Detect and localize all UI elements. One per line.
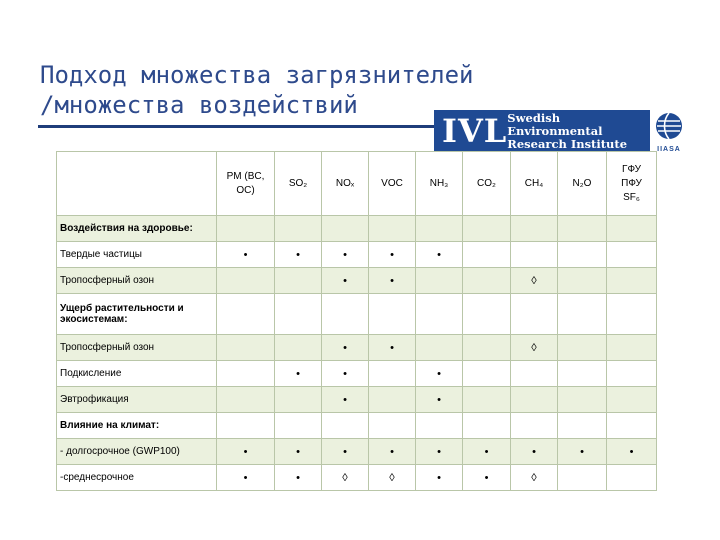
column-header-line: CH₄	[524, 177, 544, 189]
column-header	[416, 152, 463, 216]
table-row	[57, 439, 657, 465]
matrix-cell	[558, 361, 607, 387]
matrix-cell	[463, 387, 511, 413]
matrix-cell	[275, 387, 322, 413]
matrix-cell	[217, 361, 275, 387]
matrix-cell	[416, 413, 463, 439]
column-header-line: ГФУ	[622, 163, 641, 175]
matrix-cell: •	[463, 439, 511, 465]
column-header-line: N₂O	[572, 177, 592, 189]
table-row	[57, 268, 657, 294]
ivl-logo	[434, 110, 650, 152]
matrix-cell: •	[416, 387, 463, 413]
matrix-cell: ◊	[511, 268, 558, 294]
matrix-cell	[416, 335, 463, 361]
column-header-line: OC)	[236, 184, 255, 196]
matrix-cell: •	[416, 242, 463, 268]
section-row	[57, 413, 657, 439]
pollutant-impact-matrix	[56, 151, 657, 491]
row-label: Воздействия на здоровье:	[57, 216, 217, 242]
section-row	[57, 216, 657, 242]
matrix-cell	[558, 268, 607, 294]
column-header-line: SF₆	[623, 191, 640, 203]
table-row	[57, 242, 657, 268]
iiasa-logo	[654, 110, 684, 158]
matrix-cell: •	[322, 361, 369, 387]
matrix-cell	[511, 216, 558, 242]
matrix-cell: •	[369, 439, 416, 465]
column-header	[275, 152, 322, 216]
matrix-cell	[275, 335, 322, 361]
matrix-cell	[463, 361, 511, 387]
matrix-cell	[369, 361, 416, 387]
matrix-cell	[511, 387, 558, 413]
matrix-cell	[607, 465, 657, 491]
matrix-cell: ◊	[511, 335, 558, 361]
matrix-cell	[558, 294, 607, 335]
matrix-cell	[463, 216, 511, 242]
header-row	[57, 152, 657, 216]
column-header-line: CO₂	[477, 177, 496, 189]
ivl-logo-line-1: Swedish Environmental	[507, 110, 603, 138]
matrix-cell: ◊	[322, 465, 369, 491]
row-label: Эвтрофикация	[57, 387, 217, 413]
matrix-cell	[463, 268, 511, 294]
table-row	[57, 387, 657, 413]
column-header-line: NOₓ	[335, 177, 355, 189]
matrix-cell: •	[322, 268, 369, 294]
matrix-cell	[322, 216, 369, 242]
matrix-cell	[558, 216, 607, 242]
column-header	[607, 152, 657, 216]
matrix-cell	[463, 294, 511, 335]
matrix-cell	[217, 335, 275, 361]
row-label: Влияние на климат:	[57, 413, 217, 439]
matrix-cell	[463, 242, 511, 268]
matrix-cell: •	[322, 242, 369, 268]
table-row	[57, 361, 657, 387]
matrix-cell: •	[463, 465, 511, 491]
matrix-cell	[607, 216, 657, 242]
matrix-cell: •	[217, 439, 275, 465]
column-header	[322, 152, 369, 216]
matrix-cell	[558, 387, 607, 413]
matrix-cell	[217, 294, 275, 335]
matrix-cell	[511, 294, 558, 335]
matrix-cell	[607, 242, 657, 268]
matrix-cell: •	[275, 242, 322, 268]
matrix-cell	[416, 268, 463, 294]
slide-title-line-2: /множества воздействий	[40, 91, 358, 119]
matrix-cell	[369, 387, 416, 413]
slide-title-line-1: Подход множества загрязнителей	[40, 61, 474, 89]
matrix-cell: ◊	[511, 465, 558, 491]
matrix-cell	[463, 413, 511, 439]
column-header-line: VOC	[381, 177, 403, 189]
row-label: Подкисление	[57, 361, 217, 387]
column-header-line: SO₂	[288, 177, 308, 189]
globe-icon	[654, 110, 684, 144]
matrix-cell	[322, 294, 369, 335]
matrix-cell: •	[416, 361, 463, 387]
matrix-cell	[607, 335, 657, 361]
column-header	[369, 152, 416, 216]
ivl-logo-line-2: Research Institute	[507, 136, 628, 151]
header-corner-cell	[57, 152, 217, 216]
matrix-cell: •	[607, 439, 657, 465]
row-label: Тропосферный озон	[57, 268, 217, 294]
matrix-cell: •	[275, 465, 322, 491]
matrix-cell: •	[322, 439, 369, 465]
iiasa-logo-text: IIASA	[657, 146, 681, 153]
row-label: - долгосрочное (GWP100)	[57, 439, 217, 465]
matrix-cell	[275, 268, 322, 294]
table-row	[57, 335, 657, 361]
matrix-cell	[558, 242, 607, 268]
matrix-cell	[369, 216, 416, 242]
column-header	[463, 152, 511, 216]
column-header	[511, 152, 558, 216]
row-label: Ущерб растительности и экосистемам:	[57, 294, 217, 335]
matrix-cell: •	[217, 465, 275, 491]
matrix-cell	[217, 387, 275, 413]
matrix-cell	[217, 413, 275, 439]
matrix-cell: •	[275, 439, 322, 465]
matrix-cell: •	[369, 242, 416, 268]
matrix-cell	[217, 216, 275, 242]
row-label: Твердые частицы	[57, 242, 217, 268]
matrix-cell: •	[322, 335, 369, 361]
matrix-cell	[275, 216, 322, 242]
matrix-cell	[607, 294, 657, 335]
matrix-cell	[607, 413, 657, 439]
column-header	[217, 152, 275, 216]
matrix-cell: •	[322, 387, 369, 413]
matrix-cell	[217, 268, 275, 294]
matrix-cell: •	[416, 439, 463, 465]
matrix-cell: •	[369, 335, 416, 361]
matrix-cell	[607, 387, 657, 413]
matrix-cell	[369, 294, 416, 335]
row-label: Тропосферный озон	[57, 335, 217, 361]
matrix-cell	[511, 413, 558, 439]
matrix-cell	[511, 361, 558, 387]
matrix-cell: •	[369, 268, 416, 294]
ivl-logo-text	[507, 112, 650, 151]
section-row	[57, 294, 657, 335]
matrix-cell: •	[511, 439, 558, 465]
column-header-line: ПФУ	[621, 177, 642, 189]
matrix-cell: •	[558, 439, 607, 465]
matrix-cell	[511, 242, 558, 268]
column-header	[558, 152, 607, 216]
column-header-line: NH₃	[429, 177, 449, 189]
matrix-cell	[275, 413, 322, 439]
ivl-logo-mark: IVL	[442, 112, 508, 150]
matrix-cell	[558, 413, 607, 439]
matrix-cell	[275, 294, 322, 335]
matrix-cell: •	[416, 465, 463, 491]
matrix-cell	[369, 413, 416, 439]
matrix-cell	[463, 335, 511, 361]
row-label: -среднесрочное	[57, 465, 217, 491]
matrix-cell	[607, 268, 657, 294]
matrix-cell: •	[275, 361, 322, 387]
matrix-cell	[322, 413, 369, 439]
matrix-cell	[558, 335, 607, 361]
matrix-cell: •	[217, 242, 275, 268]
matrix-cell	[416, 294, 463, 335]
table-row	[57, 465, 657, 491]
column-header-line: PM (BC,	[226, 170, 265, 182]
matrix-cell	[607, 361, 657, 387]
matrix-cell	[558, 465, 607, 491]
matrix-cell	[416, 216, 463, 242]
matrix-cell: ◊	[369, 465, 416, 491]
